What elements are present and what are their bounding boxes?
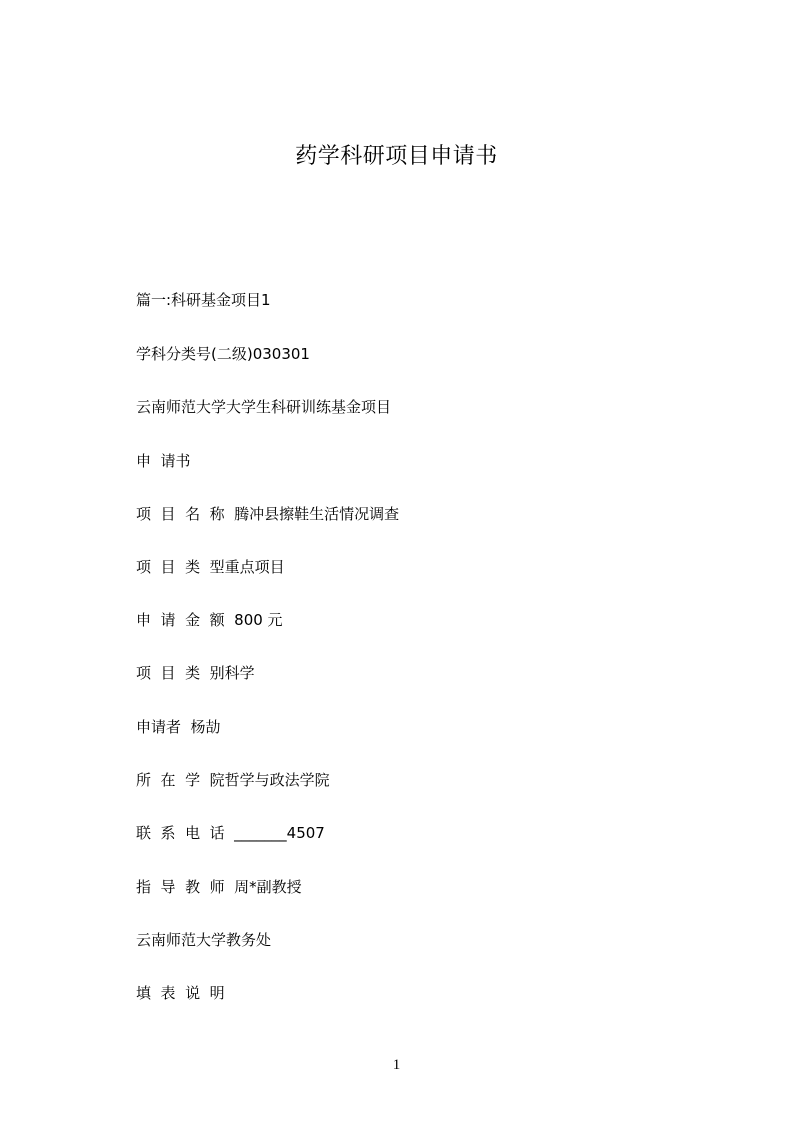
subject-classification-line: 学科分类号(二级)030301: [136, 345, 310, 363]
college-line: 所 在 学 院哲学与政法学院: [136, 771, 330, 789]
applicant-line: 申请者 杨劼: [136, 718, 221, 736]
project-category-line: 项 目 类 别科学: [136, 664, 255, 682]
project-type-line: 项 目 类 型重点项目: [136, 558, 285, 576]
academic-affairs-office-line: 云南师范大学教务处: [136, 931, 272, 949]
document-title: 药学科研项目申请书: [295, 144, 498, 169]
filling-instructions-heading: 填 表 说 明: [136, 984, 225, 1002]
application-form-line: 申 请书: [136, 452, 191, 470]
fund-program-line: 云南师范大学大学生科研训练基金项目: [136, 398, 392, 416]
project-name-line: 项 目 名 称 腾冲县擦鞋生活情况调查: [136, 505, 400, 523]
advisor-line: 指 导 教 师 周*副教授: [136, 878, 302, 896]
section-heading: 篇一:科研基金项目1: [136, 291, 271, 309]
requested-amount-line: 申 请 金 额 800 元: [136, 611, 283, 629]
contact-phone-line: 联 系 电 话 _______4507: [136, 824, 325, 842]
page-number: 1: [392, 1057, 401, 1073]
